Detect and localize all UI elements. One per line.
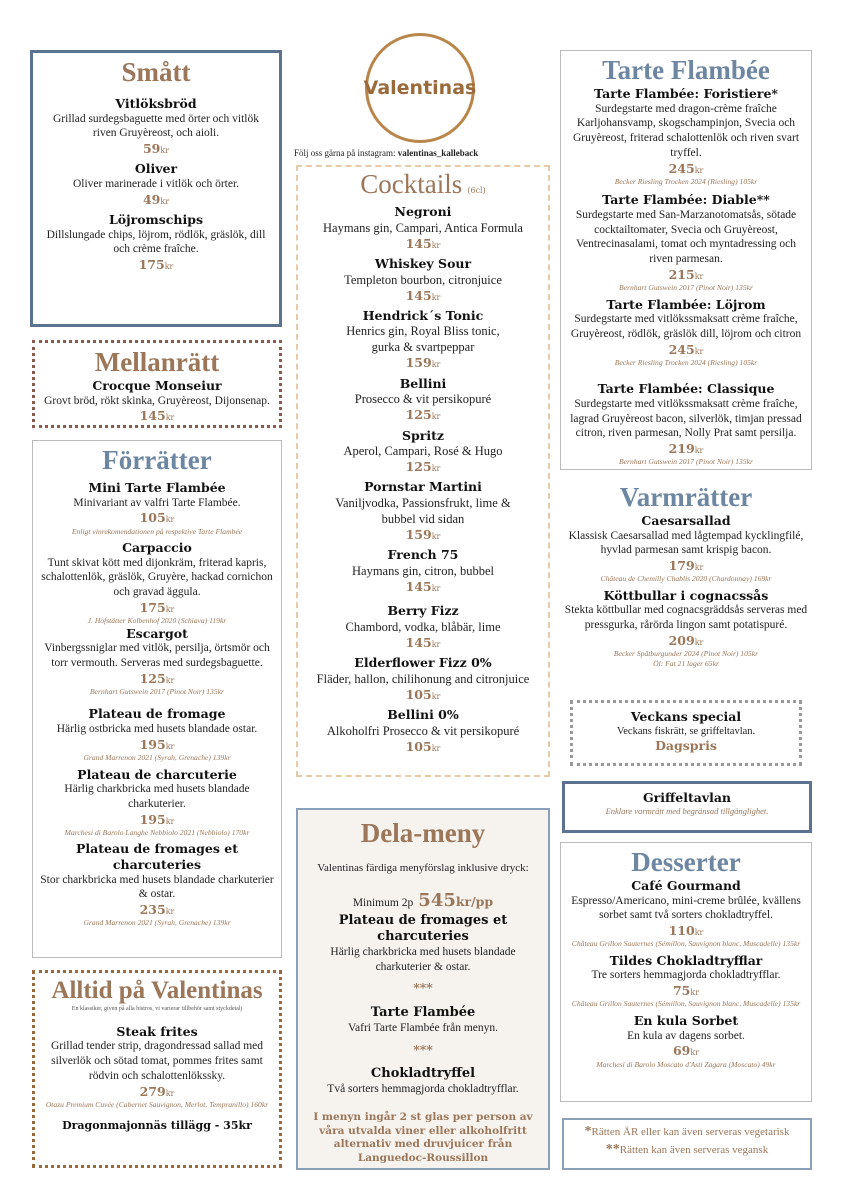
item-name: Plateau de fromage — [88, 706, 226, 722]
section-subtitle: En klassiker, given på alla bistros, vi varierar tillbehör samt styckdetalj — [71, 1005, 243, 1012]
item-price: 105kr — [405, 686, 441, 702]
menu-item — [39, 626, 275, 697]
section-title: Alltid på Valentinas — [51, 977, 263, 1004]
menu-item — [304, 655, 542, 703]
item-desc: Minivariant av valfri Tarte Flambée. — [73, 496, 241, 509]
item-price: 125kr — [405, 407, 441, 423]
item-price: 279kr — [139, 1083, 175, 1099]
wine-pairing: Otazu Premium Cuvée (Cabernet Sauvignon, Merlot, Tempranillo) 160kr — [45, 1099, 269, 1109]
item-desc: En kula av dagens sorbet. — [627, 1029, 745, 1042]
item-name: Crocque Monseiur — [92, 378, 222, 394]
item-name: Tildes Chokladtryfflar — [609, 952, 763, 968]
wine-pairing: Château Grillon Sauternes (Sémillon, Sauvignon blanc, Muscadelle) 135kr — [571, 999, 801, 1009]
section-title: Smått — [121, 57, 191, 87]
item-price: 175kr — [139, 599, 175, 615]
section-title: Mellanrätt — [94, 347, 220, 377]
special-price: Dagspris — [655, 738, 717, 754]
extra-note: Dragonmajonnäs tillägg - 35kr — [62, 1119, 252, 1133]
item-name: Berry Fizz — [387, 603, 459, 619]
wine-pairing: Marchesi di Barolo Langhe Nebbiolo 2021 (Nebbiolo) 170kr — [64, 827, 250, 837]
item-price: 145kr — [405, 287, 441, 303]
menu-item — [304, 547, 542, 595]
section-legend — [562, 1118, 812, 1170]
min-label: Minimum 2p — [352, 897, 414, 910]
section-varmratter — [560, 482, 812, 668]
menu-item — [567, 381, 805, 467]
menu-item — [43, 212, 269, 273]
item-price: 105kr — [139, 510, 175, 526]
item-desc: Haymans gin, Campari, Antica Formula — [323, 220, 523, 235]
section-title: Cocktails — [360, 169, 463, 199]
course-name: Tarte Flambée — [370, 1004, 476, 1020]
item-desc: Stekta köttbullar med cognacsgräddsås serveras med pressgurka, rårörda lingon samt potatispuré. — [564, 604, 808, 632]
menu-item — [39, 480, 275, 536]
item-desc: Surdegstarte med vitlökssmaksatt crème fraîche, lagrad Gruyèreost bacon, silverlök, timjan pressad citron, riven parmesan, Nolly Prat samt persilja. — [570, 397, 802, 440]
dela-footer: I menyn ingår 2 st glas per person av våra utvalda viner eller alkoholfritt alternativ med druvjuicer från Languedoc-Roussillon — [313, 1110, 533, 1164]
item-price: 105kr — [405, 738, 441, 754]
item-name: Tarte Flambée: Löjrom — [606, 296, 766, 312]
item-desc: Surdegstarte med vitlökssmaksatt crème fraîche, Gruyèreost, rödlök, gräslök dill, löjrom och citron — [570, 313, 802, 340]
beer-pairing: Öl: Fat 21 lager 65kr — [653, 658, 719, 668]
section-title: Tarte Flambée — [602, 55, 770, 85]
logo-text: Valentinas — [363, 77, 477, 99]
item-price: 159kr — [405, 527, 441, 543]
menu-item — [304, 479, 542, 543]
item-name: Tarte Flambée: Classique — [597, 381, 775, 397]
item-price: 145kr — [405, 235, 441, 251]
wine-pairing: Becker Riesling Trocken 2024 (Riesling) 105kr — [614, 176, 758, 186]
menu-item — [567, 86, 805, 186]
item-name: Spritz — [402, 427, 444, 443]
menu-item — [43, 96, 269, 157]
item-name: Plateau de fromages et charcuteries — [76, 841, 238, 872]
menu-item — [560, 588, 812, 668]
item-name: En kula Sorbet — [633, 1012, 739, 1028]
item-price: 110kr — [668, 923, 704, 939]
course-desc: Två sorters hemmagjorda chokladtryfflar. — [327, 1083, 519, 1096]
item-name: Café Gourmand — [631, 878, 741, 894]
menu-item — [567, 297, 805, 368]
wine-pairing: Château Grillon Sauternes (Sémillon, Sauvignon blanc, Muscadelle) 135kr — [571, 939, 801, 949]
item-name: Negroni — [394, 204, 452, 220]
section-alltid — [32, 970, 282, 1168]
wine-pairing: Bernhart Gutswein 2017 (Pinot Noir) 135kr — [619, 283, 753, 293]
item-name: Tarte Flambée: Diable** — [602, 192, 770, 208]
wine-pairing: Bernhart Gutswein 2017 (Pinot Noir) 135kr — [90, 686, 224, 696]
item-desc: Surdegstarte med dragon-crème fraîche Karljohansvamp, skogschampinjon, Svecia och Gruyèreost, friterad schalottenlök och riven svart tryffel. — [572, 102, 800, 159]
section-desserter — [560, 842, 812, 1102]
menu-item — [39, 540, 275, 626]
item-name: Bellini — [399, 375, 447, 391]
section-title: Dela-meny — [360, 818, 486, 848]
item-desc: Surdegstarte med San-Marzanotomatsås, sötade cocktailtomater, Svecia och Gruyèreost, Ventrecinasalami, tomat och myntadressing och riven parmesan. — [575, 208, 797, 266]
valentinas-logo — [365, 33, 475, 143]
item-price: 75kr — [672, 983, 700, 999]
item-desc: Fläder, hallon, chilihonung and citronjuice — [316, 671, 530, 686]
item-price: 209kr — [668, 632, 704, 648]
course-name: Plateau de fromages et charcuteries — [338, 912, 508, 944]
item-price: 69kr — [672, 1043, 700, 1059]
menu-item — [43, 161, 269, 208]
item-price: 195kr — [139, 811, 175, 827]
item-desc: Grillad surdegsbaguette med örter och vitlök riven Gruyèreost, och aioli. — [53, 112, 259, 140]
separator: *** — [413, 980, 433, 996]
instagram-line — [294, 148, 554, 158]
instagram-text: Följ oss gärna på instagram: — [294, 148, 396, 158]
section-dela-meny — [296, 808, 550, 1170]
item-price: 159kr — [405, 355, 441, 371]
wine-pairing: Becker Riesling Trocken 2024 (Riesling) 105kr — [614, 357, 758, 367]
min-price: 545 — [418, 890, 456, 912]
wine-pairing: J. Hofstätter Kolbenhof 2020 (Schiava) 119kr — [87, 616, 227, 626]
section-tarte-flambee — [560, 50, 812, 470]
menu-item — [304, 256, 542, 304]
item-name: Hendrick´s Tonic — [362, 307, 484, 323]
item-price: 179kr — [668, 558, 704, 574]
wine-pairing: Enligt vinrekomendationen på respektive Tarte Flambée — [71, 526, 243, 536]
item-desc: Prosecco & vit persikopuré — [354, 392, 492, 407]
section-smatt — [30, 50, 282, 327]
menu-item — [304, 376, 542, 424]
menu-item — [567, 878, 805, 949]
item-price: 145kr — [405, 634, 441, 650]
section-forratter — [32, 440, 282, 958]
wine-pairing: Bernhart Gutswein 2017 (Pinot Noir) 135kr — [619, 457, 753, 467]
item-desc: Klassisk Caesarsallad med lågtempad kycklingfilé, hyvlad parmesan samt krispig bacon. — [568, 529, 804, 557]
instagram-handle[interactable]: valentinas_kalleback — [397, 148, 479, 158]
section-title: Förrätter — [102, 445, 212, 475]
item-desc: Vinbergssniglar med vitlök, persilja, örtsmör och torr vermouth. Serveras med surdegsbaguette. — [44, 642, 270, 669]
item-price: 125kr — [405, 459, 441, 475]
special-title: Veckans special — [630, 709, 742, 724]
item-name: Pornstar Martini — [364, 479, 482, 495]
item-name: Escargot — [126, 625, 188, 641]
section-title: Varmrätter — [619, 482, 753, 512]
section-title: Desserter — [631, 847, 741, 877]
menu-item — [39, 841, 275, 927]
item-name: Tarte Flambée: Foristiere* — [594, 86, 778, 102]
item-desc: Alkoholfri Prosecco & vit persikopuré — [326, 723, 520, 738]
menu-item — [304, 707, 542, 755]
item-price: 245kr — [668, 341, 704, 357]
item-desc: Henrics gin, Royal Bliss tonic, gurka & svartpeppar — [346, 324, 500, 355]
item-name: Löjromschips — [108, 211, 204, 227]
course-desc: Vafri Tarte Flambée från menyn. — [347, 1021, 499, 1034]
wine-pairing: Marchesi di Barolo Moscato d'Asti Zagara (Moscato) 49kr — [596, 1059, 776, 1069]
min-unit: kr/pp — [455, 894, 494, 910]
menu-item — [304, 204, 542, 252]
item-desc: Templeton bourbon, citronjuice — [344, 272, 502, 287]
item-desc: Grillad tender strip, dragondressad sallad med silverlök och sötad tomat, pommes frites samt rödvin och schalottenlökssky. — [50, 1040, 264, 1082]
menu-item — [567, 192, 805, 292]
item-price: 219kr — [668, 441, 704, 457]
item-desc: Härlig ostbricka med husets blandade ostar. — [56, 723, 258, 736]
item-name: Carpaccio — [122, 540, 192, 556]
item-name: Caesarsallad — [641, 513, 731, 529]
item-price: 215kr — [668, 266, 704, 282]
section-veckans-special — [570, 700, 802, 766]
item-name: Vitlöksbröd — [115, 96, 197, 112]
item-price: 125kr — [139, 670, 175, 686]
item-name: Mini Tarte Flambée — [88, 480, 226, 496]
menu-item — [567, 953, 805, 1009]
griffel-title: Griffeltavlan — [642, 790, 732, 805]
item-name: Bellini 0% — [387, 706, 459, 722]
item-desc: Tunt skivat kött med dijonkräm, friterad kapris, schalottenlök, gräslök, Gruyère, hackad cornichon och gravad äggula. — [41, 556, 273, 599]
course-desc: Härlig charkbricka med husets blandade charkuterier & ostar. — [330, 946, 516, 973]
item-desc: Härlig charkbricka med husets blandade charkuterier. — [64, 783, 250, 810]
wine-pairing: Grand Marrenon 2021 (Syrah, Grenache) 139kr — [83, 918, 231, 928]
menu-item — [39, 706, 275, 762]
item-name: French 75 — [387, 547, 459, 563]
menu-item — [39, 767, 275, 838]
item-desc: Dillslungade chips, löjrom, rödlök, gräslök, dill och crème fraîche. — [46, 228, 266, 256]
menu-item — [304, 428, 542, 476]
dela-min-price — [306, 889, 540, 912]
section-mellanratt — [32, 340, 282, 428]
wine-pairing: Becker Spätburgunder 2024 (Pinot Noir) 105kr — [613, 649, 759, 659]
item-price: 145kr — [405, 578, 441, 594]
wine-pairing: Château de Chemilly Chablis 2020 (Chardonnay) 169kr — [600, 574, 772, 584]
item-desc: Oliver marinerade i vitlök och örter. — [72, 177, 240, 190]
item-desc: Aperol, Campari, Rosé & Hugo — [343, 444, 503, 459]
item-price: 145kr — [139, 408, 175, 424]
item-price: 235kr — [139, 902, 175, 917]
item-name: Elderflower Fizz 0% — [354, 655, 492, 671]
section-griffeltavlan — [562, 781, 812, 833]
item-desc: Tre sorters hemmagjorda chokladtryfflar. — [591, 969, 781, 982]
menu-item — [560, 513, 812, 584]
item-desc: Espresso/Americano, mini-creme brûlée, kvällens sorbet samt två sorters chokladtryffel. — [571, 894, 801, 922]
item-desc: Haymans gin, citron, bubbel — [352, 563, 494, 578]
item-desc: Grovt bröd, rökt skinka, Gruyèreost, Dijonsenap. — [44, 394, 270, 407]
item-name: Steak frites — [116, 1023, 198, 1039]
item-name: Oliver — [134, 161, 178, 177]
item-name: Plateau de charcuterie — [77, 766, 237, 782]
special-desc: Veckans fiskrätt, se griffeltavlan. — [616, 725, 756, 737]
dela-intro: Valentinas färdiga menyförslag inklusive dryck: — [317, 862, 529, 875]
item-desc: Stor charkbricka med husets blandade charkuterier & ostar. — [40, 873, 274, 901]
item-name: Whiskey Sour — [374, 255, 472, 271]
item-name: Köttbullar i cognacssås — [603, 587, 769, 603]
item-desc: Vaniljvodka, Passionsfrukt, lime & bubbel vid sidan — [335, 496, 511, 527]
item-price: 245kr — [668, 160, 704, 176]
item-price: 175kr — [138, 257, 174, 273]
menu-item — [567, 1013, 805, 1069]
section-cocktails — [296, 165, 550, 777]
legend-vegan: **Rätten kan även serveras vegansk — [605, 1142, 769, 1157]
item-desc: Chambord, vodka, blåbär, lime — [345, 619, 501, 634]
course-name: Chokladtryffel — [370, 1065, 476, 1081]
item-price: 195kr — [139, 736, 175, 752]
wine-pairing: Grand Marrenon 2021 (Syrah, Grenache) 139kr — [83, 753, 231, 763]
menu-item — [43, 1024, 271, 1110]
menu-item — [304, 603, 542, 651]
menu-item — [304, 308, 542, 372]
legend-vegetarian: *Rätten ÄR eller kan även serveras vegetarisk — [584, 1124, 790, 1139]
item-price: 59kr — [142, 141, 170, 157]
cocktail-size: (6cl) — [467, 186, 486, 195]
griffel-desc: Enklare varmrätt med begränsad tillgänglighet. — [605, 805, 769, 816]
item-price: 49kr — [142, 191, 170, 207]
separator: *** — [413, 1041, 433, 1057]
